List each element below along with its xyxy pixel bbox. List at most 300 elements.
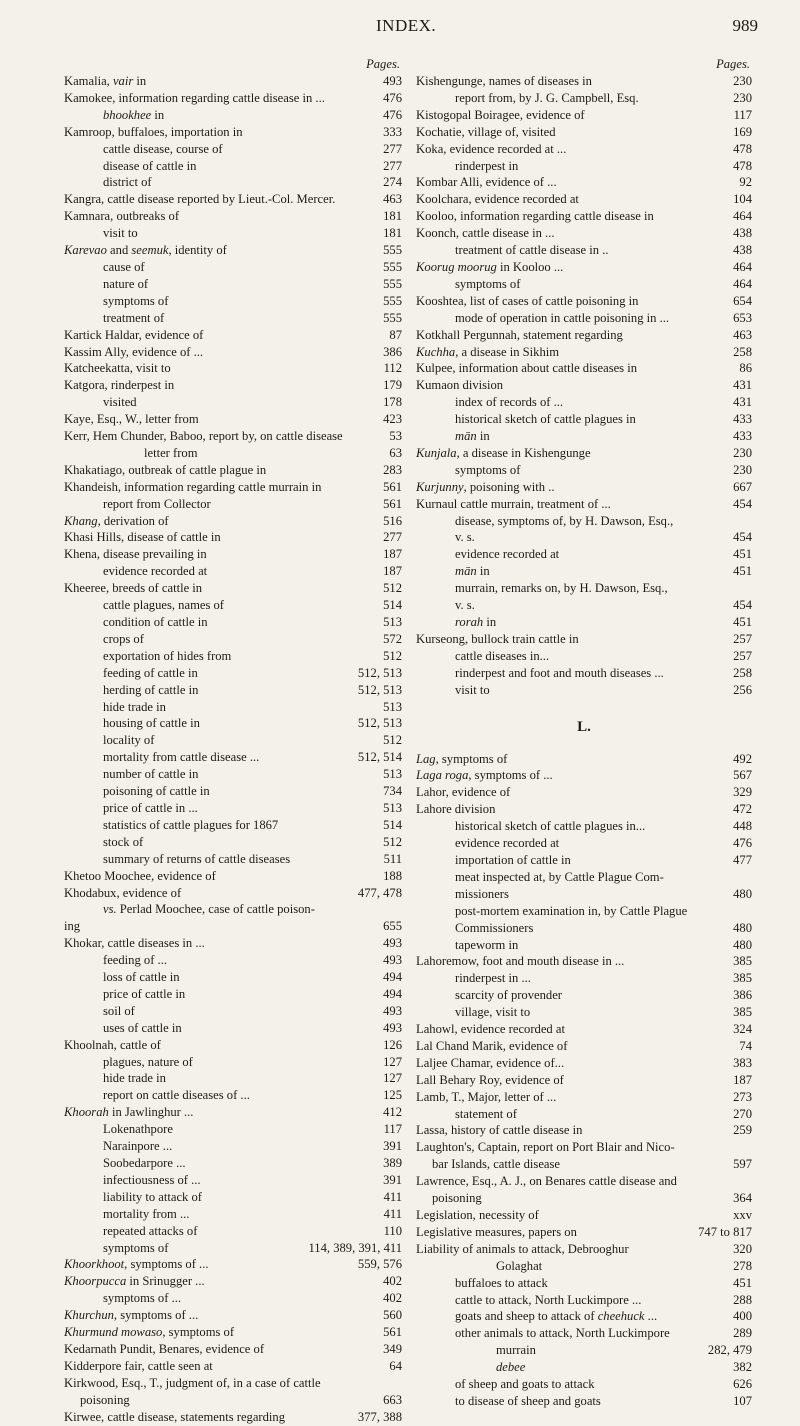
entry-page-ref: xxv <box>730 1207 752 1224</box>
entry-page-ref: 555 <box>380 293 402 310</box>
entry-text: mortality from ... <box>103 1206 190 1221</box>
entry-page-ref: 117 <box>381 1121 402 1138</box>
entry-page-ref: 431 <box>730 377 752 394</box>
entry-page-ref: 181 <box>380 225 402 242</box>
index-entry <box>64 546 402 563</box>
index-entry <box>416 784 752 801</box>
entry-page-ref: 127 <box>380 1070 402 1087</box>
entry-page-ref: 400 <box>730 1308 752 1325</box>
entry-page-ref: 74 <box>736 1038 752 1055</box>
entry-page-ref: 107 <box>730 1393 752 1410</box>
entry-text: Katgora, rinderpest in <box>64 378 175 393</box>
entry-page-ref: 179 <box>380 377 402 394</box>
index-entry <box>64 1087 402 1104</box>
entry-text: poisoning <box>80 1392 130 1407</box>
entry-page-ref: 472 <box>730 801 752 818</box>
entry-text: Kangra, cattle disease reported by Lieut.-Col. Mercer. <box>64 192 336 207</box>
entry-text: Kunjala, a disease in Kishengunge <box>416 445 591 460</box>
entry-page-ref: 513 <box>380 766 402 783</box>
index-entry <box>64 901 402 918</box>
entry-page-ref: 117 <box>731 107 752 124</box>
entry-page-ref: 476 <box>730 835 752 852</box>
entry-text: rorah in <box>455 615 497 629</box>
index-entry <box>64 158 402 175</box>
entry-text: Kulpee, information about cattle diseases in <box>416 361 638 376</box>
entry-text: hide trade in <box>103 1071 166 1086</box>
entry-page-ref: 385 <box>730 1004 752 1021</box>
entry-page-ref: 181 <box>380 208 402 225</box>
index-entry <box>64 1409 402 1426</box>
entry-text: treatment of cattle disease in .. <box>455 243 609 258</box>
entry-page-ref: 114, 389, 391, 411 <box>305 1240 402 1257</box>
entry-page-ref: 451 <box>730 1275 752 1292</box>
entry-page-ref: 288 <box>730 1292 752 1309</box>
entry-page-ref: 513 <box>380 800 402 817</box>
index-entry <box>416 852 752 869</box>
index-entry <box>64 1273 402 1290</box>
entry-text: cattle plagues, names of <box>103 598 224 613</box>
index-entry <box>64 1223 402 1240</box>
entry-page-ref: 561 <box>380 479 402 496</box>
entry-page-ref: 464 <box>730 208 752 225</box>
entry-text: hide trade in <box>103 699 166 714</box>
index-entry <box>416 1359 752 1376</box>
entry-text: visit to <box>455 682 490 697</box>
index-entry <box>64 563 402 580</box>
entry-text: plagues, nature of <box>103 1054 193 1069</box>
index-entry <box>64 817 402 834</box>
index-entry <box>64 1240 402 1257</box>
entry-text: Lall Behary Roy, evidence of <box>416 1072 564 1087</box>
entry-text: report from Collector <box>103 496 211 511</box>
entry-page-ref: 274 <box>380 174 402 191</box>
entry-page-ref: 476 <box>380 107 402 124</box>
entry-page-ref: 230 <box>730 462 752 479</box>
entry-text: Khena, disease prevailing in <box>64 547 207 562</box>
entry-text: mān in <box>455 564 490 579</box>
index-entry <box>64 293 402 310</box>
index-entry <box>416 1122 752 1139</box>
entry-page-ref: 560 <box>380 1307 402 1324</box>
entry-text: statement of <box>455 1106 517 1121</box>
entry-page-ref: 433 <box>730 428 752 445</box>
entry-page-ref: 512 <box>380 834 402 851</box>
entry-page-ref: 277 <box>380 141 402 158</box>
entry-page-ref: 655 <box>380 918 402 935</box>
index-entry <box>64 225 402 242</box>
entry-page-ref: 431 <box>730 394 752 411</box>
entry-page-ref: 110 <box>381 1223 402 1240</box>
index-entry <box>416 225 752 242</box>
index-entry <box>64 885 402 902</box>
entry-page-ref: 187 <box>380 563 402 580</box>
index-entry <box>416 767 752 784</box>
entry-text: Kombar Alli, evidence of ... <box>416 175 557 190</box>
index-entry <box>416 631 752 648</box>
index-entry <box>416 563 752 580</box>
entry-page-ref: 178 <box>380 394 402 411</box>
entry-text: symptoms of <box>455 462 521 477</box>
entry-page-ref: 492 <box>730 751 752 768</box>
index-entry <box>416 751 752 768</box>
entry-text: evidence recorded at <box>455 547 560 562</box>
index-entry <box>64 631 402 648</box>
entry-text: Kamroop, buffaloes, importation in <box>64 124 243 139</box>
entry-text: liability to attack of <box>103 1189 202 1204</box>
entry-page-ref: 478 <box>730 158 752 175</box>
index-entry <box>416 293 752 310</box>
entry-text: district of <box>103 175 152 190</box>
index-entry <box>64 1358 402 1375</box>
index-entry <box>64 1290 402 1307</box>
entry-text: evidence recorded at <box>455 836 560 851</box>
entry-text: Kamalia, vair in <box>64 74 147 88</box>
index-entry <box>416 1106 752 1123</box>
entry-text: Kurnaul cattle murrain, treatment of ... <box>416 496 611 511</box>
entry-text: historical sketch of cattle plagues in <box>455 412 636 427</box>
entry-page-ref: 512 <box>380 732 402 749</box>
running-head-index: INDEX. <box>376 16 437 35</box>
index-entry <box>64 969 402 986</box>
entry-page-ref: 382 <box>730 1359 752 1376</box>
index-entry <box>64 1138 402 1155</box>
index-entry <box>64 344 402 361</box>
entry-page-ref: 477, 478 <box>355 885 402 902</box>
entry-page-ref: 476 <box>380 90 402 107</box>
entry-text: post-mortem examination in, by Cattle Plague <box>455 903 688 918</box>
index-entry <box>64 766 402 783</box>
entry-text: symptoms of <box>103 293 169 308</box>
index-entry <box>64 394 402 411</box>
entry-page-ref: 386 <box>730 987 752 1004</box>
entry-text: Koka, evidence recorded at ... <box>416 141 567 156</box>
index-entry <box>416 665 752 682</box>
index-entry <box>64 1155 402 1172</box>
entry-page-ref: 512 <box>380 580 402 597</box>
index-entry <box>64 1121 402 1138</box>
entry-page-ref: 270 <box>730 1106 752 1123</box>
entry-text: Lassa, history of cattle disease in <box>416 1123 583 1138</box>
index-entry <box>64 513 402 530</box>
entry-text: Kerr, Hem Chunder, Baboo, report by, on cattle disease <box>64 429 343 444</box>
entry-page-ref: 451 <box>730 563 752 580</box>
entry-page-ref: 477 <box>730 852 752 869</box>
index-entry <box>416 496 752 513</box>
entry-text: Koolchara, evidence recorded at <box>416 192 579 207</box>
left-index-column <box>64 56 402 1426</box>
index-entry <box>416 174 752 191</box>
index-entry <box>416 377 752 394</box>
entry-text: Khoorah in Jawlinghur ... <box>64 1105 194 1120</box>
entry-page-ref: 516 <box>380 513 402 530</box>
index-entry <box>64 462 402 479</box>
index-entry <box>416 1156 752 1173</box>
index-entry <box>416 394 752 411</box>
entry-text: evidence recorded at <box>103 564 208 579</box>
entry-page-ref: 463 <box>730 327 752 344</box>
index-entry <box>64 496 402 513</box>
entry-text: index of records of ... <box>455 395 564 410</box>
entry-page-ref: 258 <box>730 344 752 361</box>
index-entry <box>64 732 402 749</box>
entry-page-ref: 391 <box>380 1172 402 1189</box>
entry-page-ref: 63 <box>386 445 402 462</box>
index-entry <box>416 1139 752 1156</box>
entry-text: soil of <box>103 1003 135 1018</box>
entry-page-ref: 438 <box>730 225 752 242</box>
entry-text: Khurmund mowaso, symptoms of <box>64 1325 235 1340</box>
entry-text: missioners <box>455 886 509 901</box>
entry-page-ref: 667 <box>730 479 752 496</box>
entry-page-ref: 734 <box>380 783 402 800</box>
entry-text: Liability of animals to attack, Debrooghur <box>416 1241 629 1256</box>
index-entry <box>64 141 402 158</box>
index-entry <box>416 411 752 428</box>
right-index-column <box>416 56 752 1410</box>
entry-page-ref: 454 <box>730 597 752 614</box>
entry-text: mortality from cattle disease ... <box>103 750 260 765</box>
index-entry <box>416 869 752 886</box>
entry-text: ing <box>64 919 81 934</box>
entry-text: rinderpest and foot and mouth diseases ... <box>455 665 664 680</box>
index-entry <box>64 411 402 428</box>
index-entry <box>64 800 402 817</box>
index-entry <box>64 682 402 699</box>
index-entry <box>64 648 402 665</box>
entry-text: Kartick Haldar, evidence of <box>64 327 204 342</box>
index-entry <box>416 310 752 327</box>
entry-text: Laljee Chamar, evidence of... <box>416 1055 565 1070</box>
entry-text: cattle diseases in... <box>455 648 550 663</box>
index-entry <box>416 73 752 90</box>
entry-text: Soobedarpore ... <box>103 1156 186 1170</box>
entry-text: Kurseong, bullock train cattle in <box>416 631 579 646</box>
entry-text: goats and sheep to attack of cheehuck ... <box>455 1309 658 1324</box>
entry-text: report from, by J. G. Campbell, Esq. <box>455 90 639 105</box>
entry-page-ref: 412 <box>380 1104 402 1121</box>
index-entry <box>416 344 752 361</box>
index-entry <box>64 986 402 1003</box>
entry-text: Khasi Hills, disease of cattle in <box>64 530 221 545</box>
index-entry <box>64 1256 402 1273</box>
index-entry <box>416 1342 752 1359</box>
entry-page-ref: 454 <box>730 529 752 546</box>
index-entry <box>64 107 402 124</box>
index-entry <box>416 107 752 124</box>
entry-page-ref: 493 <box>380 1020 402 1037</box>
entry-page-ref: 511 <box>381 851 402 868</box>
entry-text: Laga roga, symptoms of ... <box>416 768 553 783</box>
index-entry <box>416 953 752 970</box>
entry-text: nature of <box>103 276 149 291</box>
entry-text: feeding of ... <box>103 953 167 968</box>
entry-text: mān in <box>455 429 490 444</box>
entry-page-ref: 257 <box>730 631 752 648</box>
index-entry <box>416 1241 752 1258</box>
entry-text: Kassim Ally, evidence of ... <box>64 344 204 359</box>
index-entry <box>64 310 402 327</box>
index-entry <box>416 987 752 1004</box>
entry-text: Lal Chand Marik, evidence of <box>416 1038 568 1053</box>
entry-text: disease, symptoms of, by H. Dawson, Esq., <box>455 513 674 528</box>
index-entry <box>416 1224 752 1241</box>
entry-text: condition of cattle in <box>103 615 208 629</box>
index-entry <box>416 124 752 141</box>
index-entry <box>64 327 402 344</box>
index-entry <box>64 174 402 191</box>
entry-page-ref: 87 <box>386 327 402 344</box>
entry-page-ref: 480 <box>730 886 752 903</box>
index-entry <box>64 715 402 732</box>
entry-text: Khodabux, evidence of <box>64 885 182 900</box>
entry-text: statistics of cattle plagues for 1867 <box>103 817 279 832</box>
entry-page-ref: 555 <box>380 310 402 327</box>
entry-text: Lahore division <box>416 802 496 817</box>
entry-page-ref: 597 <box>730 1156 752 1173</box>
entry-page-ref: 411 <box>381 1206 402 1223</box>
entry-text: meat inspected at, by Cattle Plague Com- <box>455 869 664 884</box>
entry-text: Legislation, necessity of <box>416 1208 539 1222</box>
entry-text: treatment of <box>103 310 165 325</box>
entry-page-ref: 277 <box>380 529 402 546</box>
entry-text: visited <box>103 395 137 410</box>
index-entry <box>416 1021 752 1038</box>
entry-page-ref: 273 <box>730 1089 752 1106</box>
index-entry <box>64 1172 402 1189</box>
index-entry <box>64 918 402 935</box>
entry-text: rinderpest in <box>455 158 519 173</box>
entry-text: summary of returns of cattle diseases <box>103 851 291 866</box>
entry-text: Kooloo, information regarding cattle disease in <box>416 209 654 224</box>
index-entry <box>416 920 752 937</box>
entry-page-ref: 653 <box>730 310 752 327</box>
entry-text: Kamnara, outbreaks of <box>64 209 180 224</box>
index-entry <box>64 276 402 293</box>
entry-page-ref: 125 <box>380 1087 402 1104</box>
entry-page-ref: 53 <box>386 428 402 445</box>
entry-text: Koonch, cattle disease in ... <box>416 226 555 241</box>
entry-text: repeated attacks of <box>103 1223 198 1238</box>
entry-text: Kirkwood, Esq., T., judgment of, in a case of cattle <box>64 1375 321 1390</box>
entry-page-ref: 92 <box>736 174 752 191</box>
entry-text: crops of <box>103 631 144 646</box>
entry-page-ref: 402 <box>380 1273 402 1290</box>
entry-text: to disease of sheep and goats <box>455 1393 601 1408</box>
entry-text: Kotkhall Pergunnah, statement regarding <box>416 327 623 342</box>
entry-page-ref: 86 <box>736 360 752 377</box>
index-entry <box>64 1324 402 1341</box>
index-entry <box>416 1004 752 1021</box>
entry-text: symptoms of ... <box>103 1291 182 1306</box>
index-entry <box>64 90 402 107</box>
index-entry <box>416 1308 752 1325</box>
index-entry <box>416 801 752 818</box>
entry-page-ref: 230 <box>730 90 752 107</box>
index-entry <box>64 699 402 716</box>
entry-text: price of cattle in ... <box>103 800 198 815</box>
index-entry <box>64 580 402 597</box>
entry-text: poisoning of cattle in <box>103 784 210 799</box>
entry-page-ref: 278 <box>730 1258 752 1275</box>
entry-page-ref: 324 <box>730 1021 752 1038</box>
index-entry <box>64 935 402 952</box>
entry-page-ref: 385 <box>730 970 752 987</box>
entry-page-ref: 282, 479 <box>705 1342 752 1359</box>
index-entry <box>416 1207 752 1224</box>
entry-text: tapeworm in <box>455 937 519 952</box>
entry-page-ref: 512, 514 <box>355 749 402 766</box>
entry-text: murrain, remarks on, by H. Dawson, Esq., <box>455 581 668 596</box>
entry-page-ref: 386 <box>380 344 402 361</box>
entry-text: importation of cattle in <box>455 852 571 867</box>
entry-page-ref: 433 <box>730 411 752 428</box>
entry-text: cattle to attack, North Luckimpore ... <box>455 1292 642 1307</box>
entry-text: Commissioners <box>455 920 534 935</box>
entry-text: other animals to attack, North Luckimpore <box>455 1326 670 1341</box>
entry-page-ref: 463 <box>380 191 402 208</box>
index-entry <box>416 242 752 259</box>
index-entry <box>64 749 402 766</box>
index-entry <box>416 462 752 479</box>
index-entry <box>64 259 402 276</box>
index-entry <box>416 513 752 530</box>
index-entry <box>416 580 752 597</box>
entry-page-ref: 329 <box>730 784 752 801</box>
index-entry <box>64 1206 402 1223</box>
index-entry <box>64 428 402 445</box>
index-entry <box>416 1072 752 1089</box>
entry-page-ref: 277 <box>380 158 402 175</box>
index-entry <box>64 851 402 868</box>
entry-page-ref: 514 <box>380 817 402 834</box>
k-entries <box>416 73 752 699</box>
entry-page-ref: 451 <box>730 614 752 631</box>
entry-text: symptoms of <box>103 1240 169 1255</box>
entry-page-ref: 364 <box>730 1190 752 1207</box>
entry-page-ref: 187 <box>730 1072 752 1089</box>
entry-page-ref: 493 <box>380 935 402 952</box>
index-entry <box>64 1104 402 1121</box>
entry-text: debee <box>496 1360 526 1375</box>
entry-text: Kumaon division <box>416 378 504 393</box>
entry-page-ref: 512, 513 <box>355 682 402 699</box>
entry-page-ref: 513 <box>380 614 402 631</box>
entry-page-ref: 349 <box>380 1341 402 1358</box>
index-entry <box>416 818 752 835</box>
entry-page-ref: 64 <box>386 1358 402 1375</box>
entry-page-ref: 423 <box>380 411 402 428</box>
entry-page-ref: 333 <box>380 124 402 141</box>
index-entry <box>64 1392 402 1409</box>
index-entry <box>416 1173 752 1190</box>
entry-text: Khoolnah, cattle of <box>64 1037 161 1052</box>
index-entry <box>416 1275 752 1292</box>
entry-text: Kedarnath Pundit, Benares, evidence of <box>64 1341 265 1356</box>
entry-text: rinderpest in ... <box>455 971 531 986</box>
index-entry <box>64 1054 402 1071</box>
entry-text: locality of <box>103 733 155 748</box>
entry-text: bhookhee in <box>103 107 165 122</box>
index-entry <box>416 835 752 852</box>
entry-page-ref: 385 <box>730 953 752 970</box>
entry-page-ref: 289 <box>730 1325 752 1342</box>
index-entry <box>64 834 402 851</box>
entry-text: Kurjunny, poisoning with .. <box>416 479 555 494</box>
entry-text: feeding of cattle in <box>103 665 198 680</box>
index-entry <box>64 868 402 885</box>
entry-text: exportation of hides from <box>103 648 232 663</box>
index-entry <box>416 546 752 563</box>
